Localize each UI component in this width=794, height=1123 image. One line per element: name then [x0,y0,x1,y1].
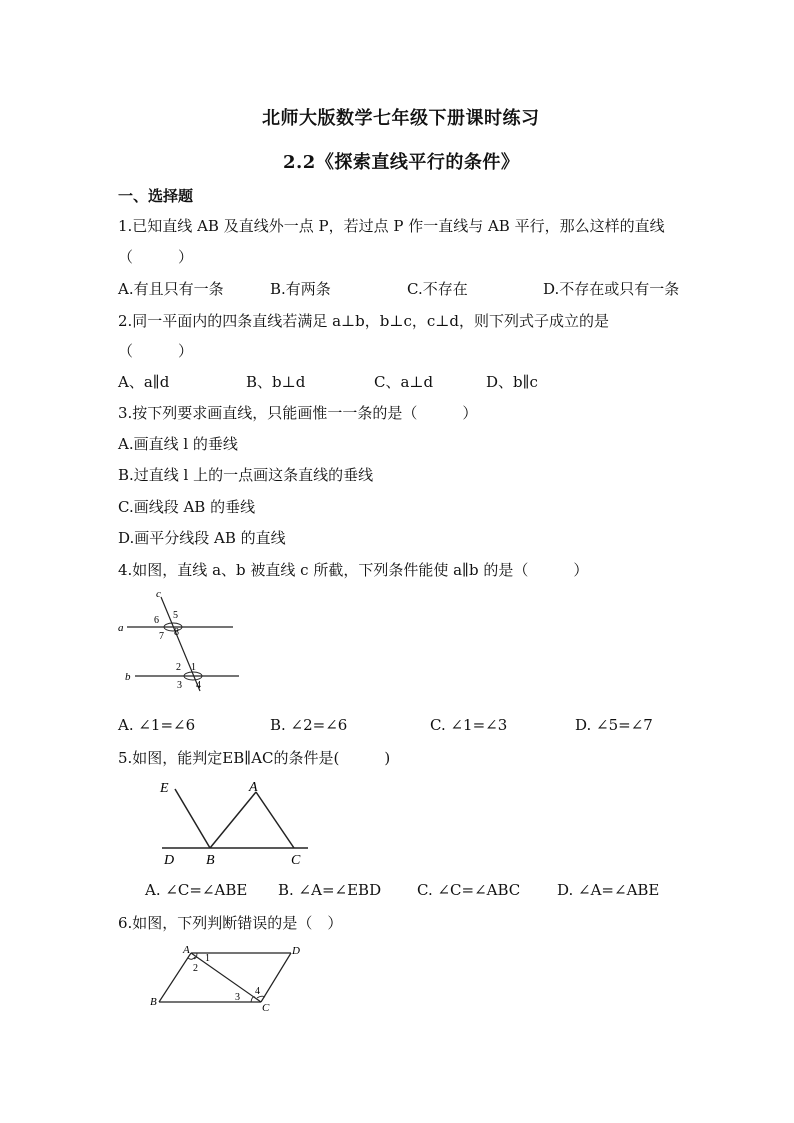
question-2-option-c: C、a⊥d [374,373,434,391]
question-3-option-a: A.画直线 l 的垂线 [118,435,238,453]
label-angle-8: 8 [174,627,179,638]
label-c: C [291,853,301,868]
segment-ab [159,953,191,1002]
question-3-stem: 3.按下列要求画直线，只能画惟一一条的是（ ） [118,404,478,422]
question-5-option-b: B. ∠A=∠EBD [278,881,382,899]
page-title: 北师大版数学七年级下册课时练习 [262,108,540,129]
question-1-option-c: C.不存在 [407,280,468,298]
line-c [161,597,200,691]
label-a: A [249,780,258,795]
question-4-option-c: C. ∠1=∠3 [430,716,508,734]
question-2-option-b: B、b⊥d [246,373,306,391]
question-2-option-d: D、b∥c [486,373,538,391]
section-heading: 一、选择题 [118,187,194,205]
label-angle-6: 6 [154,615,159,626]
question-6-figure [145,940,320,1015]
label-angle-7: 7 [159,631,164,642]
label-angle-2: 2 [176,662,181,673]
label-b: B [150,996,157,1008]
label-e: E [160,781,169,796]
question-3-option-c: C.画线段 AB 的垂线 [118,498,256,516]
question-3-option-b: B.过直线 l 上的一点画这条直线的垂线 [118,466,374,484]
label-angle-4: 4 [196,680,201,691]
page-subtitle: 2.2《探索直线平行的条件》 [283,152,520,173]
question-1-option-b: B.有两条 [270,280,331,298]
label-d: D [164,853,175,868]
diagonal-ac [191,953,261,1002]
question-6-stem: 6.如图，下列判断错误的是（ ） [118,914,343,932]
label-angle-1: 1 [191,662,196,673]
label-b: b [125,671,131,683]
question-3-option-d: D.画平分线段 AB 的直线 [118,529,286,547]
question-4-option-d: D. ∠5=∠7 [575,716,653,734]
segment-ba [210,792,256,848]
question-5-figure [150,775,320,870]
question-2-paren: （ ） [118,342,194,360]
label-angle-3: 3 [235,992,240,1003]
question-1-option-a: A.有且只有一条 [118,280,224,298]
label-c: c [156,588,161,600]
label-angle-4: 4 [255,986,260,997]
question-2-option-a: A、a∥d [118,373,170,391]
question-4-option-a: A. ∠1=∠6 [118,716,196,734]
question-1-paren: （ ） [118,248,194,266]
label-angle-1: 1 [205,953,210,964]
label-b: B [206,853,215,868]
question-1-option-d: D.不存在或只有一条 [543,280,680,298]
segment-eb [175,789,210,848]
label-c: C [262,1002,270,1014]
question-2-stem: 2.同一平面内的四条直线若满足 a⊥b，b⊥c，c⊥d，则下列式子成立的是 [118,312,609,330]
label-d: D [292,945,300,957]
label-a: A [183,944,190,956]
question-4-option-b: B. ∠2=∠6 [270,716,348,734]
question-5-option-d: D. ∠A=∠ABE [557,881,660,899]
label-angle-2: 2 [193,963,198,974]
question-5-option-a: A. ∠C=∠ABE [145,881,248,899]
question-4-stem: 4.如图，直线 a、b 被直线 c 所截，下列条件能使 a∥b 的是（ ） [118,561,589,579]
label-angle-5: 5 [173,610,178,621]
question-5-option-c: C. ∠C=∠ABC [417,881,521,899]
label-angle-3: 3 [177,680,182,691]
label-a: a [118,622,124,634]
angle-arc-2 [188,957,195,959]
question-5-stem: 5.如图，能判定EB∥AC的条件是( ) [118,749,391,767]
question-1-stem: 1.已知直线 AB 及直线外一点 P，若过点 P 作一直线与 AB 平行，那么这样的直线 [118,217,665,235]
segment-cd [261,953,291,1002]
segment-ac [256,792,294,848]
question-4-figure [115,587,245,697]
